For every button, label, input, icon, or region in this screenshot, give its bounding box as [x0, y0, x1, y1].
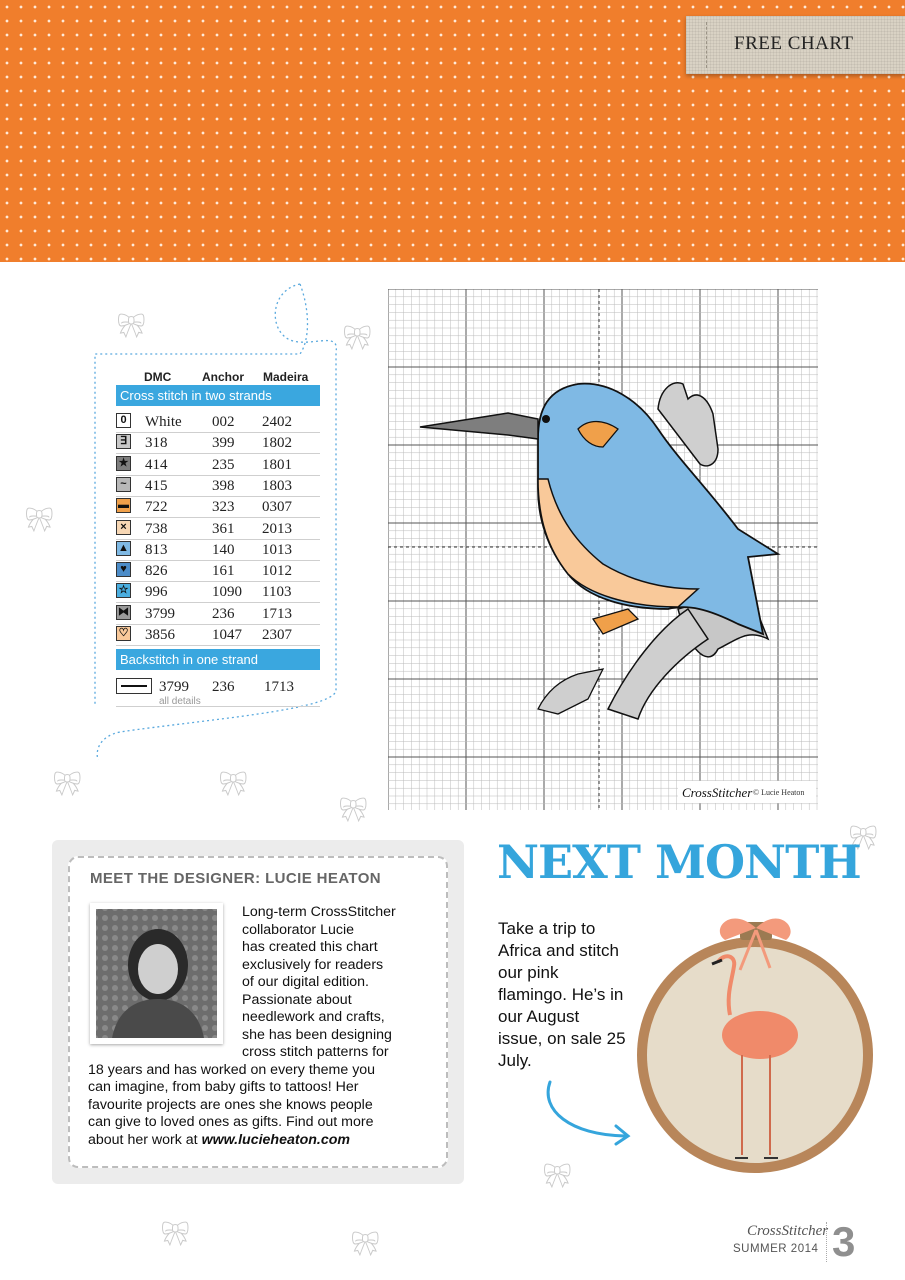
designer-title: MEET THE DESIGNER: LUCIE HEATON — [90, 870, 382, 887]
bio-line: Long-term CrossStitcher — [242, 904, 396, 920]
bow-icon: 🎀︎ — [52, 770, 83, 798]
dmc-value: 3799 — [145, 605, 175, 622]
madeira-value: 1713 — [262, 605, 292, 622]
cross-stitch-chart — [388, 289, 818, 810]
next-month-title: NEXT MONTH — [497, 835, 861, 889]
key-row — [116, 560, 320, 582]
dmc-value: 722 — [145, 499, 168, 516]
anchor-value: 398 — [212, 477, 235, 494]
madeira-value: 1013 — [262, 541, 292, 558]
chart-credit: © Lucie Heaton — [753, 788, 805, 797]
key-row — [116, 603, 320, 625]
footer-divider — [826, 1222, 827, 1262]
designer-website-link[interactable]: www.lucieheaton.com — [201, 1131, 351, 1148]
designer-inner — [68, 856, 448, 1168]
back-dmc: 3799 — [159, 679, 189, 695]
thread-symbol: ☆ — [116, 583, 131, 598]
bow-icon: 🎀︎ — [160, 1220, 191, 1248]
bow-icon: 🎀︎ — [342, 324, 373, 352]
madeira-value: 2013 — [262, 520, 292, 537]
key-row — [116, 539, 320, 561]
dmc-value: 414 — [145, 456, 168, 473]
bow-icon: 🎀︎ — [116, 312, 147, 340]
madeira-value: 2402 — [262, 414, 292, 430]
bow-icon: 🎀︎ — [848, 824, 879, 852]
madeira-value: 1803 — [262, 477, 292, 494]
thread-symbol: ▬ — [118, 499, 129, 512]
designer-photo — [90, 903, 223, 1044]
back-madeira: 1713 — [264, 679, 294, 695]
anchor-value: 140 — [212, 541, 235, 558]
thread-symbol: 0 — [116, 413, 131, 428]
bio-line: 18 years and has worked on every theme you — [88, 1061, 376, 1078]
bio-last-line — [88, 1132, 350, 1150]
bio-line: of our digital edition. — [242, 974, 369, 990]
backstitch-row — [116, 676, 320, 707]
anchor-value: 1047 — [212, 627, 242, 643]
thread-symbol: ★ — [116, 456, 131, 471]
portrait-image — [90, 903, 223, 1044]
arrow-icon — [540, 1080, 640, 1150]
thread-symbol: ▲ — [116, 541, 131, 556]
bio-line: favourite projects are ones she knows people — [88, 1096, 373, 1113]
madeira-value: 1103 — [262, 584, 292, 601]
bow-icon: 🎀︎ — [338, 796, 369, 824]
dmc-value: 318 — [145, 435, 168, 452]
madeira-value: 2307 — [262, 627, 292, 643]
anchor-value: 399 — [212, 435, 235, 452]
dmc-value: 415 — [145, 477, 168, 494]
key-row — [116, 454, 320, 476]
dmc-value: 738 — [145, 520, 168, 537]
madeira-value: 1802 — [262, 435, 292, 452]
bio-line: can imagine, from baby gifts to tattoos! Her — [88, 1079, 359, 1095]
bio-line: cross stitch patterns for — [242, 1044, 389, 1060]
bow-icon: 🎀︎ — [542, 1162, 573, 1190]
madeira-value: 0307 — [262, 499, 292, 516]
key-header-dmc: DMC — [144, 370, 172, 384]
backstitch-section: Backstitch in one strand — [116, 649, 320, 670]
backstitch-swatch — [116, 678, 152, 694]
key-row — [116, 518, 320, 540]
anchor-value: 236 — [212, 605, 235, 622]
bow-icon: 🎀︎ — [24, 506, 55, 534]
thread-symbol: ♥ — [116, 562, 131, 577]
page-number: 3 — [832, 1218, 856, 1265]
bio-line: collaborator Lucie — [242, 921, 354, 938]
dmc-value: 826 — [145, 563, 168, 580]
footer-brand: CrossStitcher — [747, 1223, 829, 1239]
chart-brand: CrossStitcher — [682, 785, 753, 800]
bio-line: has created this chart — [242, 939, 378, 955]
key-row — [116, 411, 320, 433]
tag-label: FREE CHART — [734, 33, 854, 54]
dmc-value: White — [145, 414, 182, 430]
dmc-value: 996 — [145, 584, 168, 601]
key-header-anchor: Anchor — [202, 370, 244, 384]
designer-panel — [52, 840, 464, 1184]
key-row — [116, 475, 320, 497]
back-anchor: 236 — [212, 679, 235, 695]
key-row — [116, 581, 320, 603]
thread-symbol: ♡ — [116, 626, 131, 641]
key-row — [116, 624, 320, 646]
bio-line: exclusively for readers — [242, 956, 384, 973]
thread-symbol: ⧓ — [118, 605, 129, 618]
madeira-value: 1801 — [262, 456, 292, 473]
flamingo-hoop-image — [630, 900, 885, 1190]
free-chart-tag — [686, 16, 905, 74]
anchor-value: 361 — [212, 520, 235, 537]
madeira-value: 1012 — [262, 563, 292, 580]
key-row — [116, 432, 320, 454]
tag-stitch — [706, 22, 707, 68]
bio-line: she has been designing — [242, 1026, 392, 1043]
back-note: all details — [159, 696, 201, 707]
bow-icon: 🎀︎ — [350, 1230, 381, 1258]
thread-symbol: × — [116, 520, 131, 535]
anchor-value: 235 — [212, 456, 235, 473]
bio-line: needlework and crafts, — [242, 1009, 385, 1025]
key-header-madeira: Madeira — [263, 370, 309, 384]
backstitch-line — [121, 685, 147, 687]
cross-stitch-section: Cross stitch in two strands — [116, 385, 320, 406]
anchor-value: 323 — [212, 499, 235, 516]
dmc-value: 813 — [145, 541, 168, 558]
thread-symbol: ∃ — [116, 434, 131, 449]
anchor-value: 1090 — [212, 584, 242, 601]
bow-icon: 🎀︎ — [218, 770, 249, 798]
bio-prefix: about her work at — [88, 1131, 202, 1148]
key-row — [116, 496, 320, 518]
bio-line: can give to loved ones as gifts. Find out more — [88, 1114, 374, 1130]
bio-line: Passionate about — [242, 991, 352, 1008]
footer-issue: SUMMER 2014 — [733, 1243, 819, 1255]
thread-symbol: ~ — [116, 477, 131, 492]
anchor-value: 161 — [212, 563, 235, 580]
next-month-text: Take a trip to Africa and stitch our pink flamingo. He’s in our August issue, on sale 25 July. — [498, 919, 626, 1070]
anchor-value: 002 — [212, 414, 235, 430]
dmc-value: 3856 — [145, 627, 175, 643]
